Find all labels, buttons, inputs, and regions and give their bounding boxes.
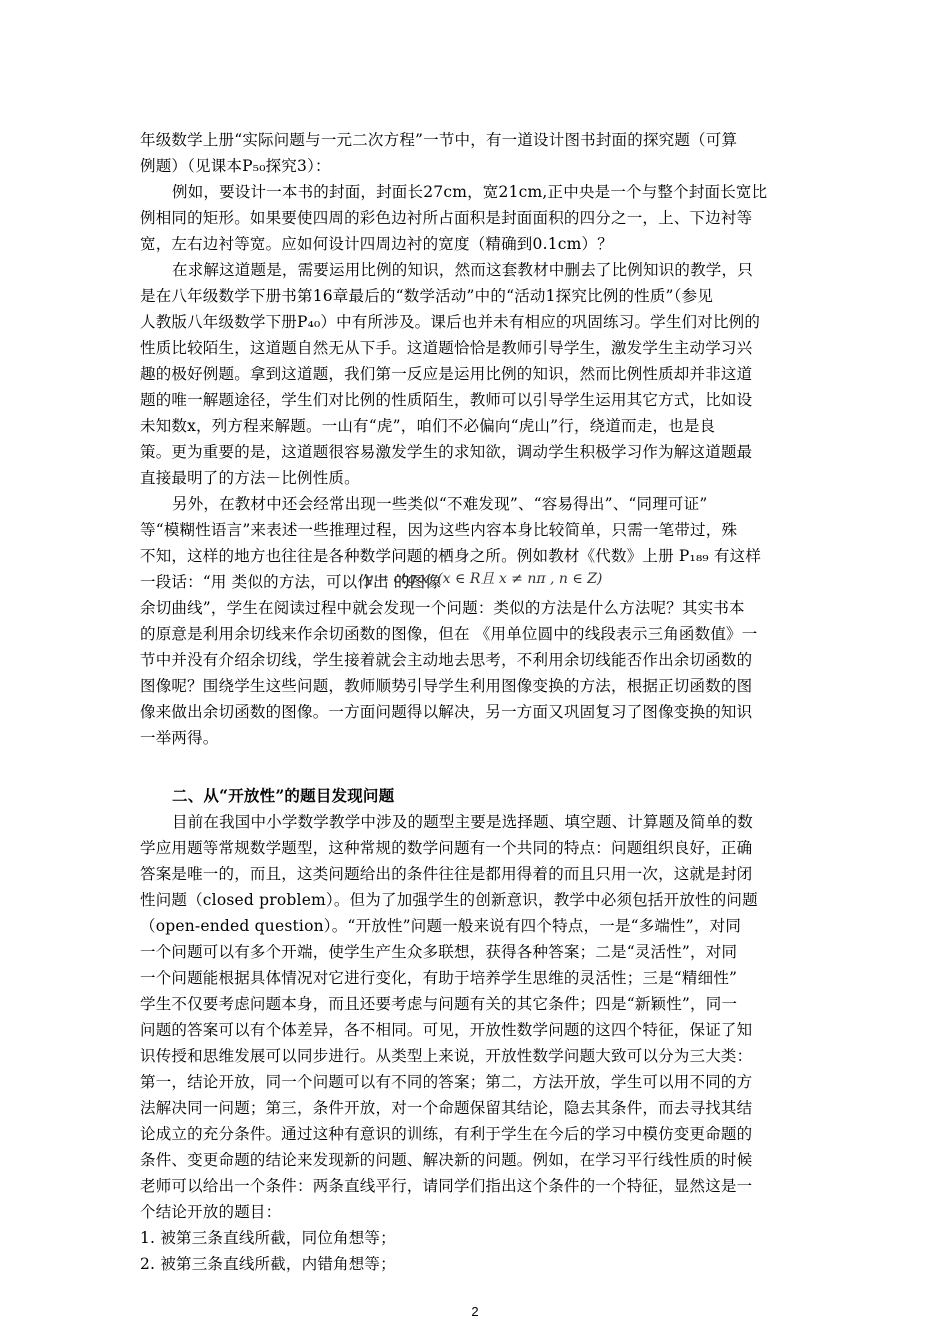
text-line: 未知数x，列方程来解题。一山有“虎”，咱们不必偏向“虎山”行，绕道而走，也是良 [140, 417, 716, 435]
text-line: 人教版八年级数学下册P₄₀）中有所涉及。课后也并未有相应的巩固练习。学生们对比例的 [140, 313, 761, 331]
text-line: 目前在我国中小学数学教学中涉及的题型主要是选择题、填空题、计算题及简单的数 [172, 813, 753, 831]
text-line: 法解决同一问题；第三，条件开放，对一个命题保留其结论，隐去其条件，而去寻找其结 [140, 1099, 753, 1117]
text-line: 余切曲线”，学生在阅读过程中就会发现一个问题：类似的方法是什么方法呢？其实书本 [140, 599, 745, 617]
text-line: 一个问题能根据具体情况对它进行变化，有助于培养学生思维的灵活性；三是“精细性” [140, 969, 738, 987]
text-line: （open-ended question）。“开放性”问题一般来说有四个特点，一是“多端性”，对同 [140, 917, 742, 935]
text-line: 第一，结论开放，同一个问题可以有不同的答案；第二，方法开放，学生可以用不同的方 [140, 1073, 753, 1091]
text-line: 节中并没有介绍余切线，学生接着就会主动地去思考，不利用余切线能否作出余切函数的 [140, 651, 753, 669]
text-line: 题的唯一解题途径，学生们对比例的性质陌生，教师可以引导学生运用其它方式，比如设 [140, 391, 753, 409]
text-line: 等“模糊性语言”来表述一些推理过程，因为这些内容本身比较简单，只需一笔带过，殊 [140, 521, 738, 539]
text-line: 宽，左右边衬等宽。应如何设计四周边衬的宽度（精确到0.1cm）？ [140, 235, 613, 253]
text-line: 不知，这样的地方也往往是各种数学问题的栖身之所。例如教材《代数》上册 P₁₈₉ 有这样 [140, 547, 762, 565]
text-line: 问题的答案可以有个体差异，各不相同。可见，开放性数学问题的这四个特征，保证了知 [140, 1021, 753, 1039]
text-line: 直接最明了的方法－比例性质。 [140, 469, 360, 487]
text-line: 例相同的矩形。如果要使四周的彩色边衬所占面积是封面面积的四分之一，上、下边衬等 [140, 209, 753, 227]
text-line: 一个问题可以有多个开端，使学生产生众多联想，获得各种答案；二是“灵活性”，对同 [140, 943, 738, 961]
math-formula: y = ctg x, (x ∈ R且 x ≠ nπ , n ∈ Z) [365, 571, 603, 587]
text-line: 一举两得。 [140, 729, 219, 747]
text-line: 趣的极好例题。拿到这道题，我们第一反应是运用比例的知识，然而比例性质却并非这道 [140, 365, 753, 383]
text-line: 性质比较陌生，这道题自然无从下手。这道题恰恰是教师引导学生，激发学生主动学习兴 [140, 339, 753, 357]
text-line: 学应用题等常规数学题型，这种常规的数学问题有一个共同的特点：问题组织良好，正确 [140, 839, 753, 857]
page-number: 2 [471, 1304, 479, 1319]
text-line: 学生不仅要考虑问题本身，而且还要考虑与问题有关的其它条件；四是“新颖性”，同一 [140, 995, 738, 1013]
section-heading: 二、从“开放性”的题目发现问题 [172, 786, 395, 805]
text-line: 像来做出余切函数的图像。一方面问题得以解决，另一方面又巩固复习了图像变换的知识 [140, 703, 753, 721]
text-line: 的原意是利用余切线来作余切函数的图像，但在 《用单位圆中的线段表示三角函数值》一 [140, 625, 758, 643]
text-line: 策。更为重要的是，这道题很容易激发学生的求知欲，调动学生积极学习作为解这道题最 [140, 443, 753, 461]
text-line: 老师可以给出一个条件：两条直线平行，请同学们指出这个条件的一个特征，显然这是一 [140, 1177, 753, 1195]
text-line: 论成立的充分条件。通过这种有意识的训练，有利于学生在今后的学习中模仿变更命题的 [140, 1125, 753, 1143]
text-line: 例题）（见课本P₅₀探究3）： [140, 157, 331, 175]
list-item: 2. 被第三条直线所截，内错角想等； [140, 1255, 396, 1273]
text-line: 个结论开放的题目： [140, 1203, 282, 1221]
text-line: 图像呢？围绕学生这些问题，教师顺势引导学生利用图像变换的方法，根据正切函数的图 [140, 677, 753, 695]
text-line: 是在八年级数学下册书第16章最后的“数学活动”中的“活动1探究比例的性质”（参见 [140, 287, 714, 305]
text-line: 例如，要设计一本书的封面，封面长27cm，宽21cm,正中央是一个与整个封面长宽比 [172, 183, 768, 201]
text-line: 在求解这道题是，需要运用比例的知识，然而这套教材中删去了比例知识的教学，只 [172, 261, 753, 279]
text-line: 年级数学上册“实际问题与一元二次方程”一节中，有一道设计图书封面的探究题（可算 [140, 131, 738, 149]
list-item: 1. 被第三条直线所截，同位角想等； [140, 1229, 396, 1247]
text-line: 答案是唯一的，而且，这类问题给出的条件往往是都用得着的而且只用一次，这就是封闭 [140, 865, 753, 883]
text-line: 识传授和思维发展可以同步进行。从类型上来说，开放性数学问题大致可以分为三大类： [140, 1047, 753, 1065]
text-line: 一段话：“用 类似的方法，可以作出 的图像 [140, 573, 441, 591]
text-line: 条件、变更命题的结论来发现新的问题、解决新的问题。例如，在学习平行线性质的时候 [140, 1151, 753, 1169]
text-line: 性问题（closed problem）。但为了加强学生的创新意识，教学中必须包括开放性的问题 [140, 891, 758, 909]
text-line: 另外，在教材中还会经常出现一些类似“不难发现”、“容易得出”、“同理可证” [172, 495, 708, 513]
